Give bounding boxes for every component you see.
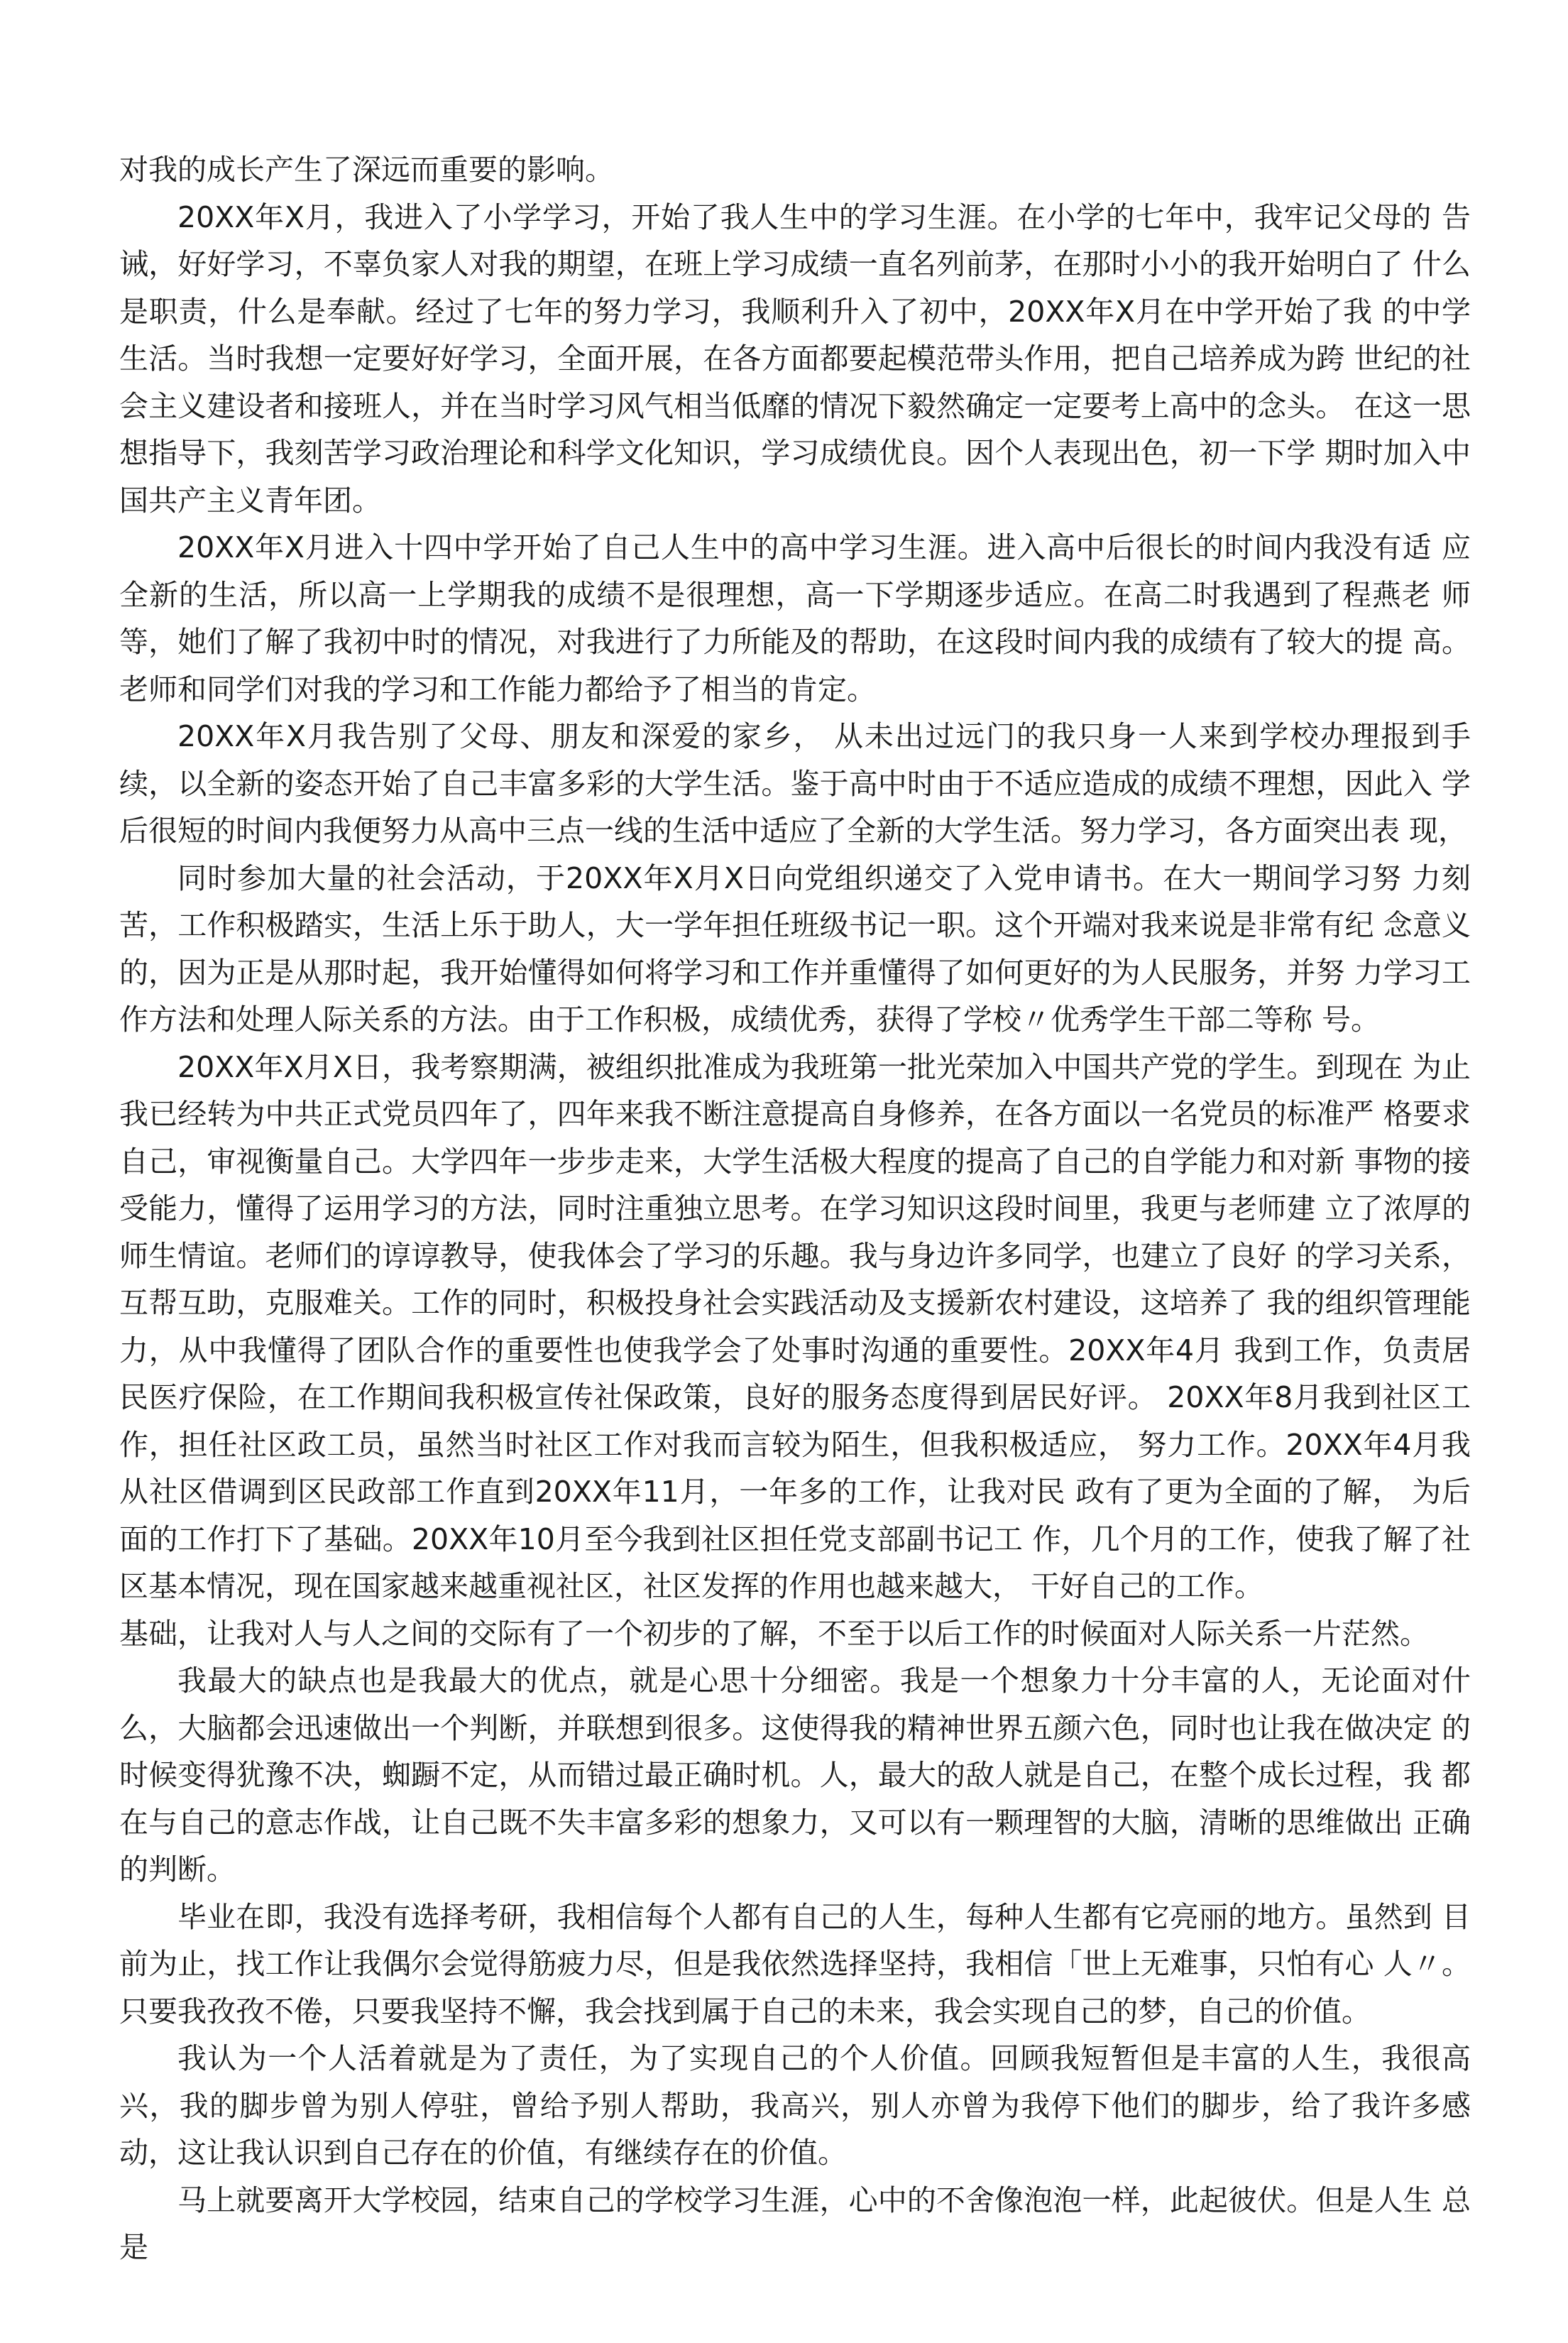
paragraph-10: 我认为一个人活着就是为了责任，为了实现自己的个人价值。回顾我短暂但是丰富的人生，我很高 兴，我的脚步曾为别人停驻，曾给予别人帮助，我高兴，别人亦曾为我停下他们的脚步，给了我许多感 动，这让我认识到自己存在的价值，有继续存在的价值。 [119, 2041, 1471, 2170]
document-body [119, 146, 1471, 2271]
paragraph-2: 20XX年X月，我进入了小学学习，开始了我人生中的学习生涯。在小学的七年中，我牢记父母的 告诫，好好学习，不辜负家人对我的期望，在班上学习成绩一直名列前茅，在那时小小的我开始明白了 什么是职责，什么是奉献。经过了七年的努力学习，我顺利升入了初中，20XX年X月在中学开始了我 的中学生活。当时我想一定要好好学习，全面开展，在各方面都要起模范带头作用，把自己培养成为跨 世纪的社会主义建设者和接班人，并在当时学习风气相当低靡的情况下毅然确定一定要考上高中的念头。 在这一思想指导下，我刻苦学习政治理论和科学文化知识，学习成绩优良。因个人表现出色，初一下学 期时加入中国共产主义青年团。 [119, 200, 1471, 518]
paragraph-1: 对我的成长产生了深远而重要的影响。 [119, 153, 614, 187]
paragraph-3: 20XX年X月进入十四中学开始了自己人生中的高中学习生涯。进入高中后很长的时间内我没有适 应全新的生活，所以高一上学期我的成绩不是很理想，高一下学期逐步适应。在高二时我遇到了程燕老 师等，她们了解了我初中时的情况，对我进行了力所能及的帮助，在这段时间内我的成绩有了较大的提 高。老师和同学们对我的学习和工作能力都给予了相当的肯定。 [119, 530, 1471, 706]
paragraph-6: 20XX年X月X日，我考察期满，被组织批准成为我班第一批光荣加入中国共产党的学生。到现在 为止我已经转为中共正式党员四年了，四年来我不断注意提高自身修养，在各方面以一名党员的标准严 格要求自己，审视衡量自己。大学四年一步步走来，大学生活极大程度的提高了自己的自学能力和对新 事物的接受能力，懂得了运用学习的方法，同时注重独立思考。在学习知识这段时间里，我更与老师建 立了浓厚的师生情谊。老师们的谆谆教导，使我体会了学习的乐趣。我与身边许多同学，也建立了良好 的学习关系，互帮互助，克服难关。工作的同时，积极投身社会实践活动及支援新农村建设，这培养了 我的组织管理能力，从中我懂得了团队合作的重要性也使我学会了处事时沟通的重要性。20XX年4月 我到工作，负责居民医疗保险，在工作期间我积极宣传社保政策，良好的服务态度得到居民好评。 20XX年8月我到社区工作，担任社区政工员，虽然当时社区工作对我而言较为陌生，但我积极适应， 努力工作。20XX年4月我从社区借调到区民政部工作直到20XX年11月，一年多的工作，让我对民 政有了更为全面的了解， 为后面的工作打下了基础。20XX年10月至今我到社区担任党支部副书记工 作，几个月的工作，使我了解了社区基本情况，现在国家越来越重视社区，社区发挥的作用也越来越大， 干好自己的工作。 [119, 1049, 1471, 1603]
paragraph-7: 基础，让我对人与人之间的交际有了一个初步的了解，不至于以后工作的时候面对人际关系一片茫然。 [119, 1616, 1429, 1651]
paragraph-5: 同时参加大量的社会活动，于20XX年X月X日向党组织递交了入党申请书。在大一期间学习努 力刻苦，工作积极踏实，生活上乐于助人，大一学年担任班级书记一职。这个开端对我来说是非常有纪 念意义的，因为正是从那时起，我开始懂得如何将学习和工作并重懂得了如何更好的为人民服务，并努 力学习工作方法和处理人际关系的方法。由于工作积极，成绩优秀，获得了学校〃优秀学生干部二等称 号。 [119, 861, 1471, 1037]
paragraph-4: 20XX年X月我告别了父母、朋友和深爱的家乡， 从未出过远门的我只身一人来到学校办理报到手 续，以全新的姿态开始了自己丰富多彩的大学生活。鉴于高中时由于不适应造成的成绩不理想，因此入 学后很短的时间内我便努力从高中三点一线的生活中适应了全新的大学生活。努力学习，各方面突出表 现， [119, 719, 1471, 848]
paragraph-11: 马上就要离开大学校园，结束自己的学校学习生涯，心中的不舍像泡泡一样，此起彼伏。但是人生 总是 [119, 2183, 1471, 2264]
paragraph-9: 毕业在即，我没有选择考研，我相信每个人都有自己的人生，每种人生都有它亮丽的地方。虽然到 目前为止，找工作让我偶尔会觉得筋疲力尽，但是我依然选择坚持，我相信「世上无难事，只怕有心 人〃。只要我孜孜不倦，只要我坚持不懈，我会找到属于自己的未来，我会实现自己的梦，自己的价值。 [119, 1899, 1471, 2028]
paragraph-8: 我最大的缺点也是我最大的优点，就是心思十分细密。我是一个想象力十分丰富的人，无论面对什 么，大脑都会迅速做出一个判断，并联想到很多。这使得我的精神世界五颜六色，同时也让我在做决定 的时候变得犹豫不决，蜘蹰不定，从而错过最正确时机。人，最大的敌人就是自己，在整个成长过程，我 都在与自己的意志作战，让自己既不失丰富多彩的想象力，又可以有一颗理智的大脑，清晰的思维做出 正确的判断。 [119, 1664, 1471, 1886]
